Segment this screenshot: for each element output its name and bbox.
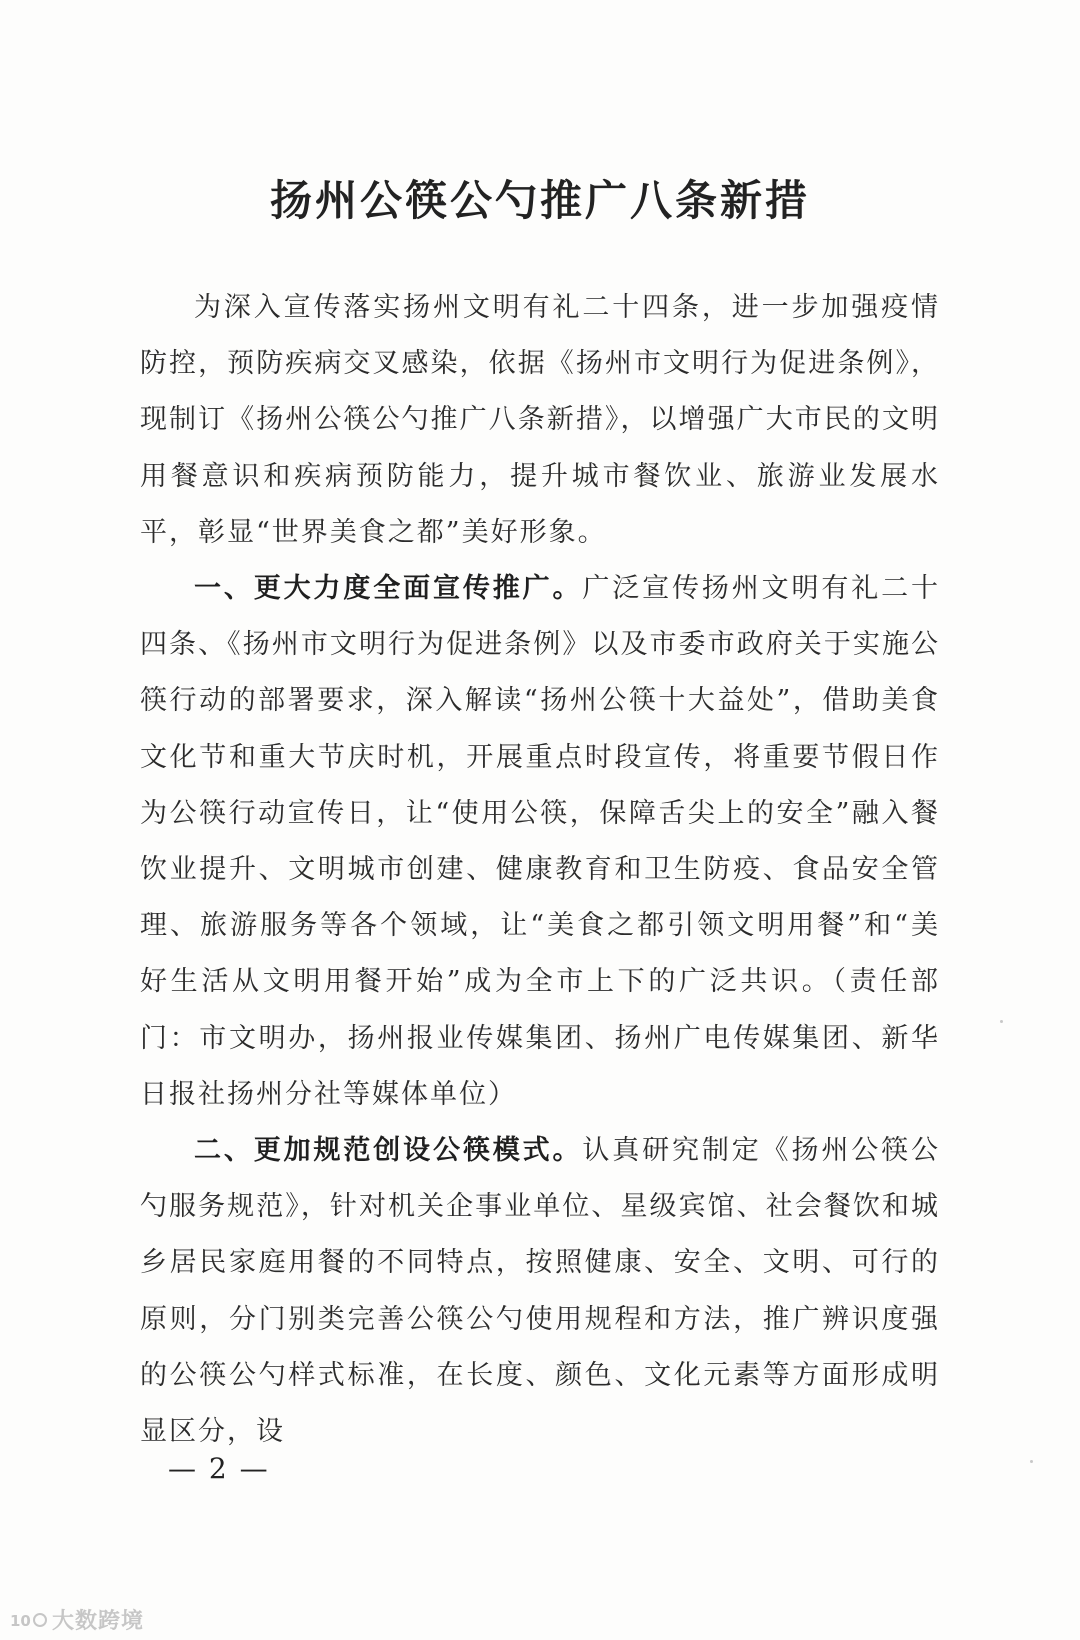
document-body	[140, 280, 940, 1460]
document-title: 扬州公筷公勺推广八条新措	[269, 176, 810, 225]
paragraph-intro	[140, 280, 940, 561]
paragraph-text: 认真研究制定《扬州公筷公勺服务规范》，针对机关企事业单位、星级宾馆、社会餐饮和城乡居民家庭用餐的不同特点，按照健康、安全、文明、可行的原则，分门别类完善公筷公勺使用规程和方法，推广辨识度强的公筷公勺样式标准，在长度、颜色、文化元素等方面形成明显区分，设	[140, 1135, 940, 1448]
watermark	[10, 1604, 144, 1635]
page-number: — 2 —	[168, 1452, 270, 1485]
paragraph-text: 为深入宣传落实扬州文明有礼二十四条，进一步加强疫情防控，预防疾病交叉感染，依据《扬州市文明行为促进条例》，现制订《扬州公筷公勺推广八条新措》，以增强广大市民的文明用餐意识和疾病预防能力，提升城市餐饮业、旅游业发展水平，彰显“世界美食之都”美好形象。	[140, 292, 940, 548]
scan-speck	[1030, 1460, 1033, 1463]
watermark-text: 大数跨境	[52, 1609, 145, 1634]
bigdata-logo-icon	[10, 1609, 48, 1631]
paragraph-lead: 一、更大力度全面宣传推广。	[194, 573, 583, 605]
svg-text:10: 10	[10, 1611, 31, 1630]
paragraph-lead: 二、更加规范创设公筷模式。	[194, 1135, 583, 1167]
paragraph-item-1	[140, 561, 940, 1123]
paragraph-item-2	[140, 1123, 940, 1460]
scan-speck	[1000, 1020, 1003, 1023]
paragraph-text: 广泛宣传扬州文明有礼二十四条、《扬州市文明行为促进条例》以及市委市政府关于实施公筷行动的部署要求，深入解读“扬州公筷十大益处”，借助美食文化节和重大节庆时机，开展重点时段宣传，将重要节假日作为公筷行动宣传日，让“使用公筷，保障舌尖上的安全”融入餐饮业提升、文明城市创建、健康教育和卫生防疫、食品安全管理、旅游服务等各个领域，让“美食之都引领文明用餐”和“美好生活从文明用餐开始”成为全市上下的广泛共识。（责任部门：市文明办，扬州报业传媒集团、扬州广电传媒集团、新华日报社扬州分社等媒体单位）	[140, 573, 940, 1110]
